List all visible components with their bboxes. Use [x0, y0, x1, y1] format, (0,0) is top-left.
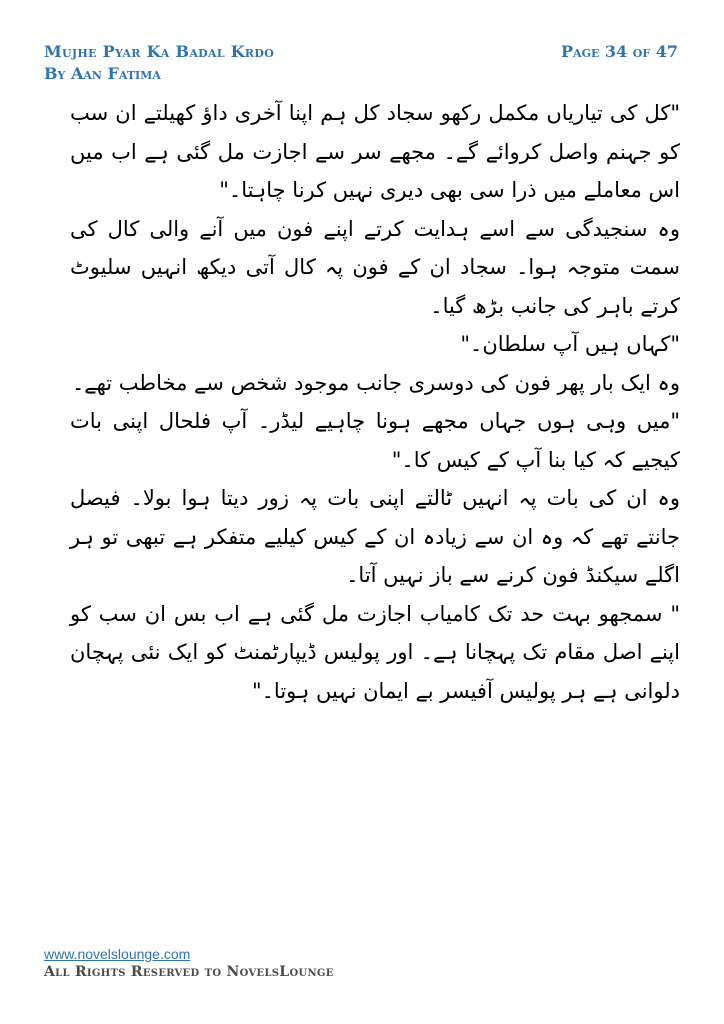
paragraph: "کل کی تیاریاں مکمل رکھو سجاد کل ہم اپنا آخری داؤ کھیلتے ان سب کو جہنم واصل کروائے گے۔ مجھے سر سے اجازت مل گئی ہے اب میں اس معاملے میں ذرا سی بھی دیری نہیں کرنا چاہتا۔" [70, 101, 680, 202]
paragraph: وہ ان کی بات پہ انہیں ٹالتے اپنی بات پہ زور دیتا ہوا بولا۔ فیصل جانتے تھے کہ وہ ان سے زیادہ ان کے کیس کیلیے متفکر ہے تبھی تو ہر اگلے سیکنڈ فون کرنے سے باز نہیں آتا۔ [70, 486, 680, 587]
novel-title: Mujhe Pyar Ka Badal Krdo [44, 42, 275, 61]
copyright-notice: All Rights Reserved to NovelsLounge [44, 964, 334, 980]
paragraph: "میں وہی ہوں جہاں مجھے ہونا چاہیے لیڈر۔ آپ فلحال اپنی بات کیجیے کہ کیا بنا آپ کے کیس کا۔" [70, 409, 680, 472]
paragraph: "کہاں ہیں آپ سلطان۔" [460, 332, 680, 356]
paragraph: " سمجھو بہت حد تک کامیاب اجازت مل گئی ہے اب بس ان سب کو اپنے اصل مقام تک پہچانا ہے۔ اور پولیس ڈیپارٹمنٹ کو ایک نئی پہچان دلوانی ہے ہر پولیس آفیسر بے ایمان نہیں ہوتا۔" [70, 601, 680, 703]
paragraph: وہ سنجیدگی سے اسے ہدایت کرتے اپنے فون میں آنے والی کال کی سمت متوجہ ہوا۔ سجاد ان کے فون پہ کال آتی دیکھ انہیں سلیوٹ کرتے باہر کی جانب بڑھ گیا۔ [70, 216, 680, 318]
author-name: By Aan Fatima [44, 64, 161, 83]
paragraph: وہ ایک بار پھر فون کی دوسری جانب موجود شخص سے مخاطب تھے۔ [71, 370, 680, 395]
website-link[interactable]: www.novelslounge.com [44, 946, 191, 962]
page-number: Page 34 of 47 [561, 42, 678, 61]
story-body [70, 94, 680, 710]
